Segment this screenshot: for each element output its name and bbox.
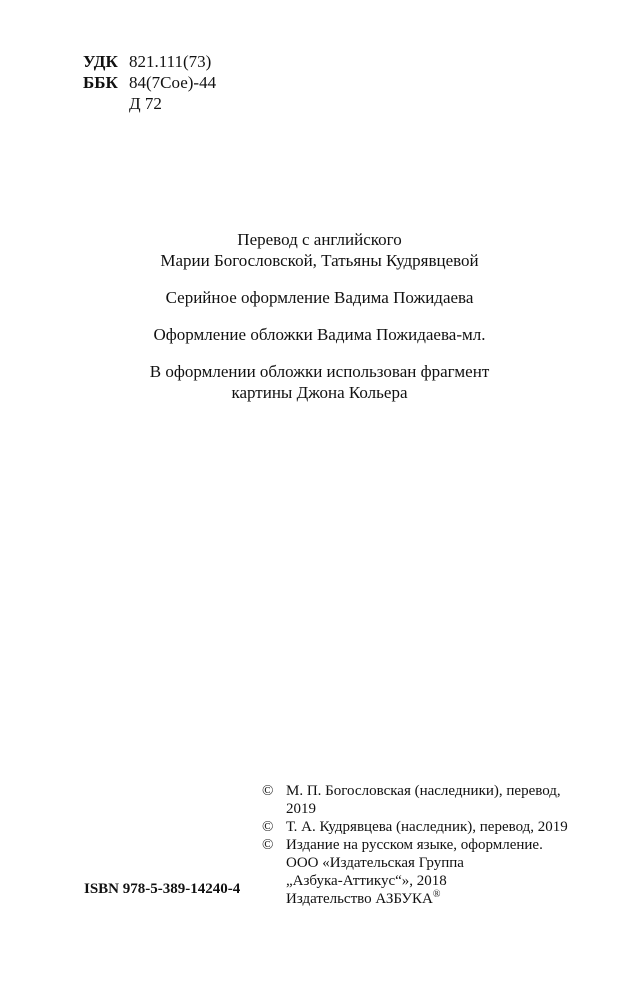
udk-row [83, 51, 216, 72]
copyright-line: М. П. Богословская (наследники), перевод, [286, 783, 561, 799]
copyright-line: ООО «Издательская Группа [286, 855, 464, 871]
author-mark-row [83, 93, 216, 114]
copyright-block [262, 782, 622, 908]
classification-block [83, 51, 216, 114]
udk-label: УДК [83, 52, 118, 71]
cover-art-line-2: картины Джона Кольера [231, 383, 408, 402]
copyright-entry [262, 818, 622, 836]
cover-art-line-1: В оформлении обложки использован фрагмент [149, 362, 490, 381]
copyright-line-publisher [286, 890, 622, 908]
copyright-symbol-icon: © [262, 783, 274, 799]
publisher-name: Издательство АЗБУКА [286, 891, 433, 907]
isbn: ISBN 978-5-389-14240-4 [84, 881, 241, 897]
udk-value: 821.111(73) [129, 52, 212, 71]
bbk-row [83, 72, 216, 93]
bbk-value: 84(7Сое)-44 [129, 73, 217, 92]
copyright-line: 2019 [286, 801, 316, 817]
cover-design-credit: Оформление обложки Вадима Пожидаева-мл. [153, 325, 486, 344]
bbk-label: ББК [83, 73, 118, 92]
copyright-line: Т. А. Кудрявцева (наследник), перевод, 2019 [286, 819, 568, 835]
translation-line-1: Перевод с английского [237, 230, 402, 249]
copyright-line: Издание на русском языке, оформление. [286, 837, 543, 853]
registered-mark-icon: ® [432, 889, 441, 900]
copyright-symbol-icon: © [262, 837, 274, 853]
credits-block [0, 229, 639, 403]
series-design-credit: Серийное оформление Вадима Пожидаева [165, 288, 474, 307]
copyright-line: „Азбука-Аттикус“», 2018 [286, 873, 447, 889]
copyright-symbol-icon: © [262, 819, 274, 835]
author-mark: Д 72 [129, 94, 162, 113]
translation-line-2: Марии Богословской, Татьяны Кудрявцевой [160, 251, 479, 270]
copyright-entry [262, 836, 622, 908]
copyright-entry [262, 782, 622, 818]
